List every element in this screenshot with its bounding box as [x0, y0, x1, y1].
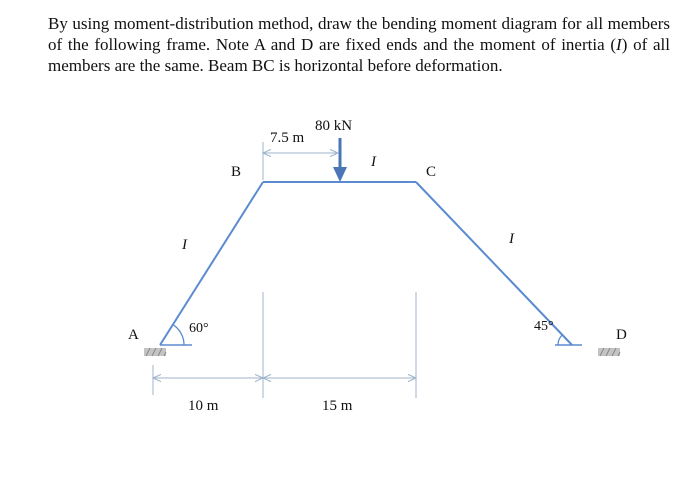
fixed-support-a	[144, 348, 166, 356]
angle-arc-d	[558, 335, 562, 345]
problem-text-start: By using moment-distribution method, draw the bending moment diagram for all members of the following frame. Note A and D are fixed ends and the moment of inertia (	[48, 14, 670, 54]
angle-label-right: 45°	[534, 319, 554, 334]
node-label-a: A	[128, 327, 139, 343]
load-offset-label: 7.5 m	[270, 130, 305, 146]
fixed-support-d	[598, 348, 620, 356]
inertia-label-bc: I	[371, 154, 376, 170]
load-value-label: 80 kN	[315, 118, 353, 134]
left-span-label: 10 m	[188, 398, 219, 414]
load-arrow	[333, 138, 347, 182]
member-ab	[160, 182, 263, 345]
node-label-d: D	[616, 327, 627, 343]
problem-text-end: ) of all members are the same. Beam BC is horizontal before deformation.	[48, 35, 670, 75]
inertia-label-cd: I	[509, 231, 514, 247]
inertia-symbol: I	[616, 35, 622, 54]
node-label-b: B	[231, 164, 242, 180]
beam-span-label: 15 m	[322, 398, 353, 414]
angle-arc-a	[173, 325, 184, 345]
node-label-c: C	[426, 164, 437, 180]
inertia-label-ab: I	[182, 237, 187, 253]
angle-label-left: 60°	[189, 321, 209, 336]
